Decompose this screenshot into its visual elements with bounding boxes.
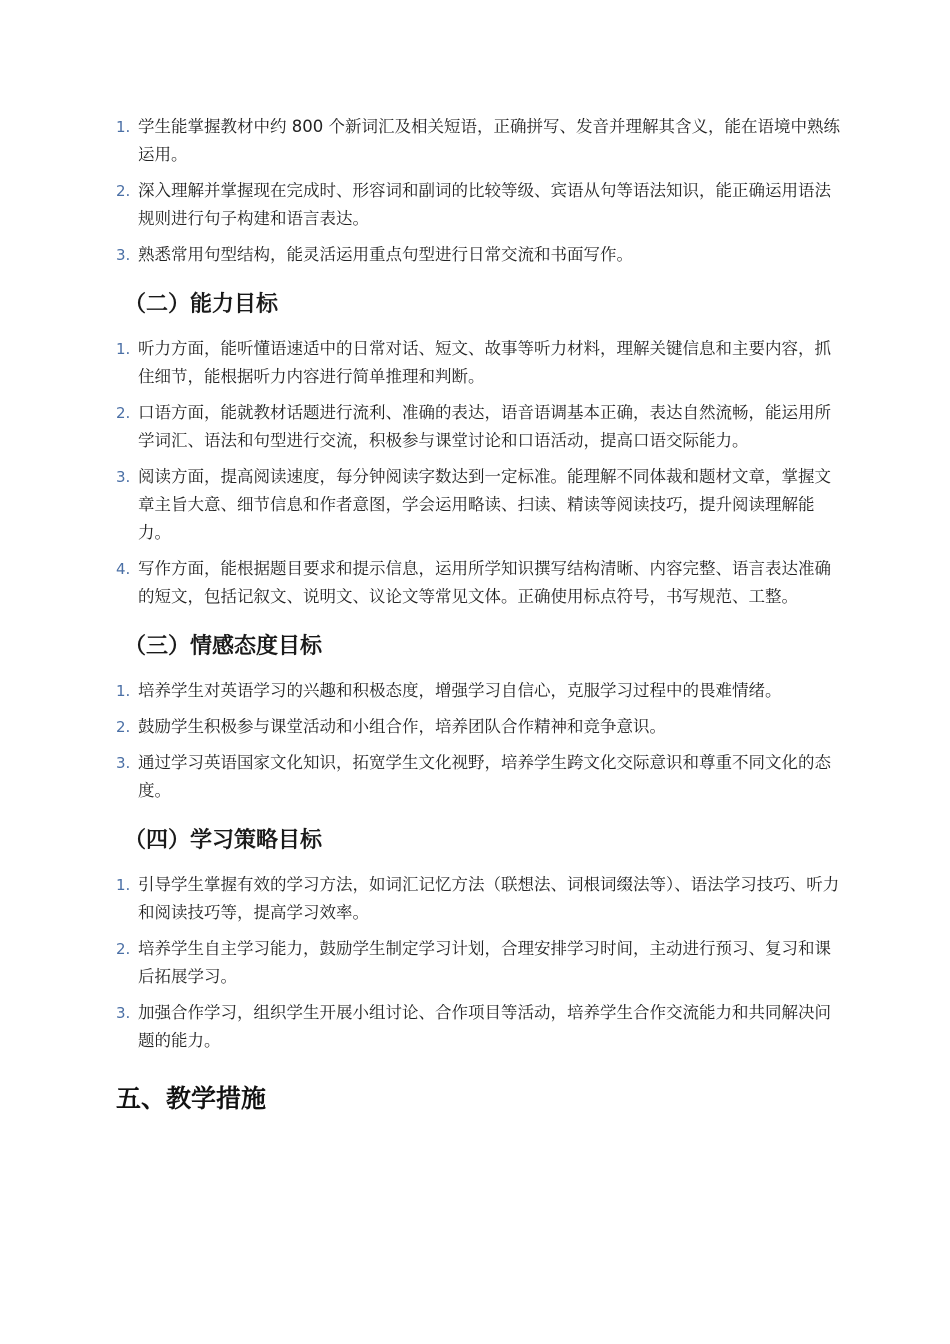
list-item-text: 通过学习英语国家文化知识，拓宽学生文化视野，培养学生跨文化交际意识和尊重不同文化的态度。 xyxy=(138,753,831,800)
list-number: 3. xyxy=(116,246,131,264)
ability-goals-list xyxy=(116,335,840,611)
list-number: 3. xyxy=(116,754,131,772)
list-item-text: 熟悉常用句型结构，能灵活运用重点句型进行日常交流和书面写作。 xyxy=(138,245,633,264)
list-item-text: 写作方面，能根据题目要求和提示信息，运用所学知识撰写结构清晰、内容完整、语言表达准确的短文，包括记叙文、说明文、议论文等常见文体。正确使用标点符号，书写规范、工整。 xyxy=(138,559,831,606)
list-number: 2. xyxy=(116,404,131,422)
list-item-text: 听力方面，能听懂语速适中的日常对话、短文、故事等听力材料，理解关键信息和主要内容，抓住细节，能根据听力内容进行简单推理和判断。 xyxy=(138,339,831,386)
list-number: 4. xyxy=(116,560,131,578)
list-item-text: 鼓励学生积极参与课堂活动和小组合作，培养团队合作精神和竞争意识。 xyxy=(138,717,666,736)
list-item-text: 加强合作学习，组织学生开展小组讨论、合作项目等活动，培养学生合作交流能力和共同解决问题的能力。 xyxy=(138,1003,831,1050)
list-item-text: 培养学生对英语学习的兴趣和积极态度，增强学习自信心，克服学习过程中的畏难情绪。 xyxy=(138,681,782,700)
list-number: 2. xyxy=(116,940,131,958)
list-number: 2. xyxy=(116,182,131,200)
list-item-text: 学生能掌握教材中约 800 个新词汇及相关短语，正确拼写、发音并理解其含义，能在语境中熟练运用。 xyxy=(138,117,840,164)
teaching-measures-heading: 五、教学措施 xyxy=(116,1084,267,1113)
list-number: 1. xyxy=(116,682,131,700)
knowledge-goals-list xyxy=(116,113,840,269)
strategy-goals-list xyxy=(116,871,840,1055)
emotion-goals-list xyxy=(116,677,840,805)
list-item xyxy=(116,113,840,169)
list-item xyxy=(116,241,840,269)
list-item xyxy=(116,999,840,1055)
list-item-text: 阅读方面，提高阅读速度，每分钟阅读字数达到一定标准。能理解不同体裁和题材文章，掌握文章主旨大意、细节信息和作者意图，学会运用略读、扫读、精读等阅读技巧，提升阅读理解能力。 xyxy=(138,467,831,542)
list-item xyxy=(116,713,840,741)
strategy-goals-heading: （四）学习策略目标 xyxy=(124,828,323,853)
list-number: 3. xyxy=(116,468,131,486)
list-item xyxy=(116,177,840,233)
list-item xyxy=(116,399,840,455)
list-item-text: 口语方面，能就教材话题进行流利、准确的表达，语音语调基本正确，表达自然流畅，能运用所学词汇、语法和句型进行交流，积极参与课堂讨论和口语活动，提高口语交际能力。 xyxy=(138,403,831,450)
list-number: 1. xyxy=(116,340,131,358)
list-number: 1. xyxy=(116,876,131,894)
list-item xyxy=(116,555,840,611)
list-number: 3. xyxy=(116,1004,131,1022)
list-item-text: 引导学生掌握有效的学习方法，如词汇记忆方法（联想法、词根词缀法等）、语法学习技巧、听力和阅读技巧等，提高学习效率。 xyxy=(138,875,840,922)
list-item xyxy=(116,871,840,927)
list-item xyxy=(116,677,840,705)
list-item xyxy=(116,935,840,991)
emotion-goals-heading: （三）情感态度目标 xyxy=(124,634,323,659)
list-item xyxy=(116,335,840,391)
list-item-text: 深入理解并掌握现在完成时、形容词和副词的比较等级、宾语从句等语法知识，能正确运用语法规则进行句子构建和语言表达。 xyxy=(138,181,831,228)
list-number: 2. xyxy=(116,718,131,736)
list-item-text: 培养学生自主学习能力，鼓励学生制定学习计划，合理安排学习时间，主动进行预习、复习和课后拓展学习。 xyxy=(138,939,831,986)
list-number: 1. xyxy=(116,118,131,136)
list-item xyxy=(116,463,840,547)
list-item xyxy=(116,749,840,805)
ability-goals-heading: （二）能力目标 xyxy=(124,292,279,317)
